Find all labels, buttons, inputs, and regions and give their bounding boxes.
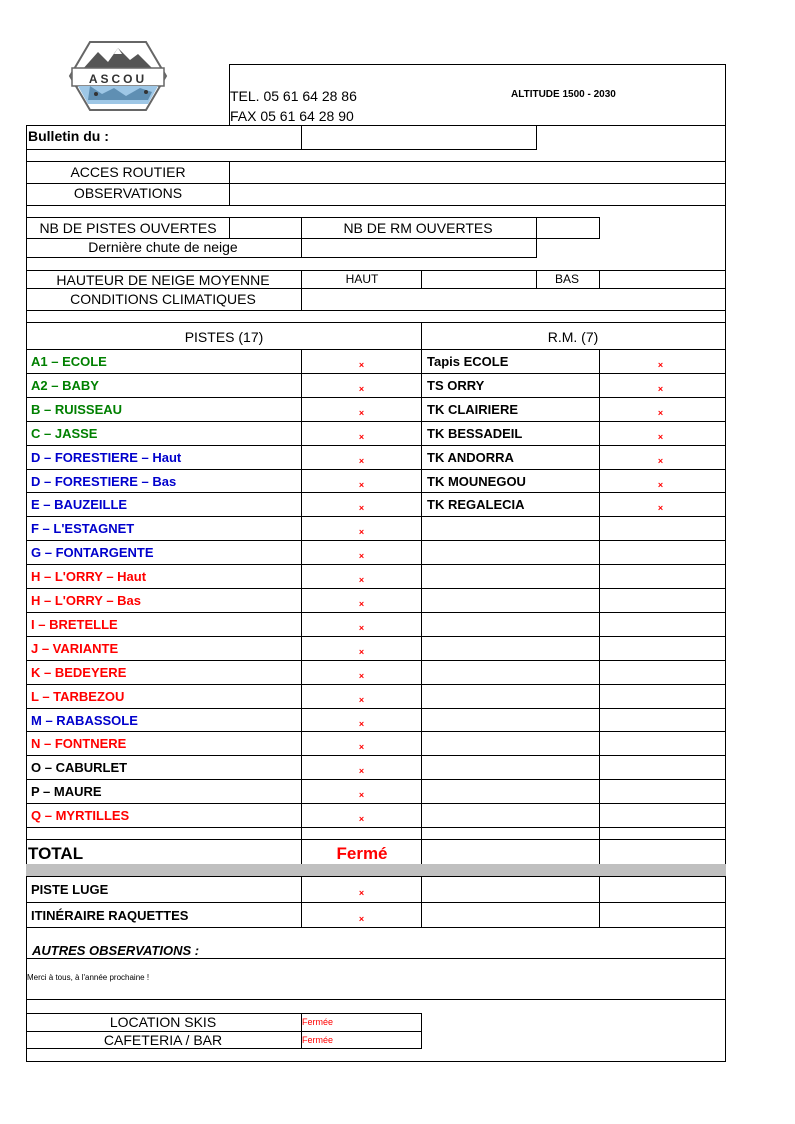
total-status: Fermé [336, 844, 388, 863]
closed-mark-icon: × [358, 914, 365, 924]
piste-name: P – MAURE [31, 784, 102, 800]
service-status: Fermée [302, 1017, 334, 1027]
closed-mark-icon: × [657, 431, 664, 442]
row-line [26, 217, 600, 218]
piste-name: B – RUISSEAU [31, 401, 123, 417]
row-line [26, 612, 726, 613]
row-line [26, 1048, 421, 1049]
closed-mark-icon: × [358, 694, 365, 705]
total-label: TOTAL [28, 844, 84, 863]
row-line [26, 876, 726, 877]
road-access-label: ACCES ROUTIER [70, 164, 186, 180]
piste-name: C – JASSE [31, 425, 98, 441]
closed-mark-icon: × [358, 455, 365, 466]
closed-mark-icon: × [358, 527, 365, 538]
col-line [421, 349, 422, 927]
closed-mark-icon: × [358, 407, 365, 418]
closed-mark-icon: × [358, 503, 365, 514]
header-left-line [229, 64, 230, 125]
piste-name: L – TARBEZOU [31, 688, 125, 704]
other-observations-label: AUTRES OBSERVATIONS : [32, 943, 200, 958]
row-line [26, 310, 726, 311]
service-name: LOCATION SKIS [109, 1014, 217, 1030]
lift-name: TK MOUNEGOU [427, 473, 526, 489]
row-line [26, 999, 726, 1000]
piste-name: E – BAUZEILLE [31, 497, 128, 513]
observations-label: OBSERVATIONS [73, 185, 183, 201]
row-line [26, 540, 726, 541]
col-line [421, 322, 422, 350]
lift-name: TS ORRY [427, 377, 485, 393]
closed-mark-icon: × [358, 888, 365, 898]
rm-open-label: NB DE RM OUVERTES [343, 220, 493, 236]
col-line [421, 1013, 422, 1049]
row-line [26, 564, 726, 565]
closed-mark-icon: × [358, 790, 365, 801]
row-line [26, 322, 726, 323]
col-line [599, 349, 600, 927]
row-line [26, 927, 726, 928]
row-line [26, 349, 726, 350]
piste-name: O – CABURLET [31, 760, 128, 776]
snow-bas-field[interactable] [600, 271, 725, 288]
fax-number: FAX 05 61 64 28 90 [230, 108, 354, 124]
lift-name: Tapis ECOLE [427, 354, 509, 369]
row-line [26, 469, 726, 470]
closed-mark-icon: × [657, 383, 664, 394]
piste-name: A1 – ECOLE [31, 354, 107, 369]
other-observations-text: Merci à tous, à l'année prochaine ! [27, 973, 150, 982]
snow-height-label: HAUTEUR DE NEIGE MOYENNE [56, 272, 270, 288]
last-snow-field[interactable] [302, 239, 536, 257]
row-line [26, 373, 726, 374]
row-line [26, 958, 726, 959]
closed-mark-icon: × [358, 814, 365, 825]
closed-mark-icon: × [657, 455, 664, 466]
bulletin-date-field[interactable] [302, 126, 536, 149]
closed-mark-icon: × [657, 503, 664, 514]
lift-name: TK REGALECIA [427, 497, 525, 513]
pistes-open-field[interactable] [231, 218, 301, 238]
row-line [26, 902, 726, 903]
closed-mark-icon: × [358, 575, 365, 586]
row-line [26, 660, 726, 661]
row-line [26, 839, 726, 840]
bas-label: BAS [554, 272, 580, 286]
haut-label: HAUT [345, 272, 379, 286]
row-line [26, 205, 726, 206]
closed-mark-icon: × [358, 479, 365, 490]
closed-mark-icon: × [358, 360, 365, 370]
rm-header: R.M. (7) [547, 329, 599, 345]
row-line [26, 397, 726, 398]
row-line [26, 492, 726, 493]
col-line [599, 217, 600, 239]
piste-name: K – BEDEYERE [31, 664, 127, 680]
frame-left-border [26, 125, 27, 1062]
pistes-header: PISTES (17) [184, 329, 264, 345]
closed-mark-icon: × [358, 551, 365, 562]
closed-mark-icon: × [358, 431, 365, 442]
frame-bottom-border [26, 1061, 726, 1062]
closed-mark-icon: × [657, 407, 664, 418]
closed-mark-icon: × [358, 766, 365, 777]
lift-name: TK CLAIRIERE [427, 401, 518, 417]
service-name: CAFETERIA / BAR [103, 1032, 223, 1048]
piste-name: F – L'ESTAGNET [31, 521, 135, 537]
header-top-line [229, 64, 726, 65]
row-line [26, 516, 726, 517]
col-line [229, 161, 230, 206]
snow-haut-field[interactable] [422, 271, 536, 288]
row-line [26, 803, 726, 804]
pistes-open-label: NB DE PISTES OUVERTES [39, 220, 217, 236]
piste-name: Q – MYRTILLES [31, 808, 130, 824]
closed-mark-icon: × [358, 718, 365, 729]
bulletin-label: Bulletin du : [28, 128, 109, 144]
road-access-field[interactable] [231, 162, 724, 183]
logo-text: ASCOU [88, 72, 148, 86]
closed-mark-icon: × [657, 479, 664, 490]
row-line [26, 708, 726, 709]
rm-open-field[interactable] [537, 218, 599, 238]
piste-name: N – FONTNERE [31, 736, 127, 752]
col-line [229, 217, 230, 239]
closed-mark-icon: × [358, 742, 365, 753]
piste-name: A2 – BABY [31, 377, 99, 393]
lift-name: TK ANDORRA [427, 449, 514, 465]
piste-name: H – L'ORRY – Haut [31, 569, 147, 585]
row-line [26, 755, 726, 756]
grey-separator [26, 864, 726, 876]
altitude-label: ALTITUDE 1500 - 2030 [511, 89, 616, 100]
conditions-field[interactable] [302, 289, 725, 310]
extra-activity-name: ITINÉRAIRE RAQUETTES [31, 908, 189, 923]
observations-field[interactable] [231, 184, 724, 205]
row-line [26, 779, 726, 780]
piste-name: J – VARIANTE [31, 640, 119, 656]
row-line [26, 1031, 421, 1032]
closed-mark-icon: × [358, 670, 365, 681]
row-line [26, 731, 726, 732]
row-line [26, 1013, 421, 1014]
piste-name: I – BRETELLE [31, 616, 118, 632]
row-line [26, 684, 726, 685]
row-line [26, 421, 726, 422]
service-status: Fermée [302, 1035, 334, 1045]
row-line [26, 827, 726, 828]
row-line [26, 149, 536, 150]
closed-mark-icon: × [358, 622, 365, 633]
closed-mark-icon: × [657, 360, 664, 370]
piste-name: D – FORESTIERE – Bas [31, 473, 177, 489]
closed-mark-icon: × [358, 383, 365, 394]
row-line [26, 445, 726, 446]
col-line [301, 349, 302, 927]
extra-activity-name: PISTE LUGE [31, 882, 109, 897]
frame-right-border [725, 64, 726, 1062]
closed-mark-icon: × [358, 646, 365, 657]
lift-name: TK BESSADEIL [427, 425, 523, 441]
col-line [536, 270, 537, 289]
last-snow-label: Dernière chute de neige [88, 239, 238, 255]
piste-name: G – FONTARGENTE [31, 545, 154, 561]
col-line [536, 125, 537, 150]
ascou-logo [68, 40, 168, 112]
row-line [26, 636, 726, 637]
row-line [26, 257, 536, 258]
row-line [26, 588, 726, 589]
piste-name: D – FORESTIERE – Haut [31, 449, 182, 465]
piste-name: H – L'ORRY – Bas [31, 593, 142, 608]
phone-number: TEL. 05 61 64 28 86 [230, 88, 357, 104]
conditions-label: CONDITIONS CLIMATIQUES [70, 291, 256, 307]
closed-mark-icon: × [358, 599, 365, 609]
piste-name: M – RABASSOLE [31, 712, 138, 728]
